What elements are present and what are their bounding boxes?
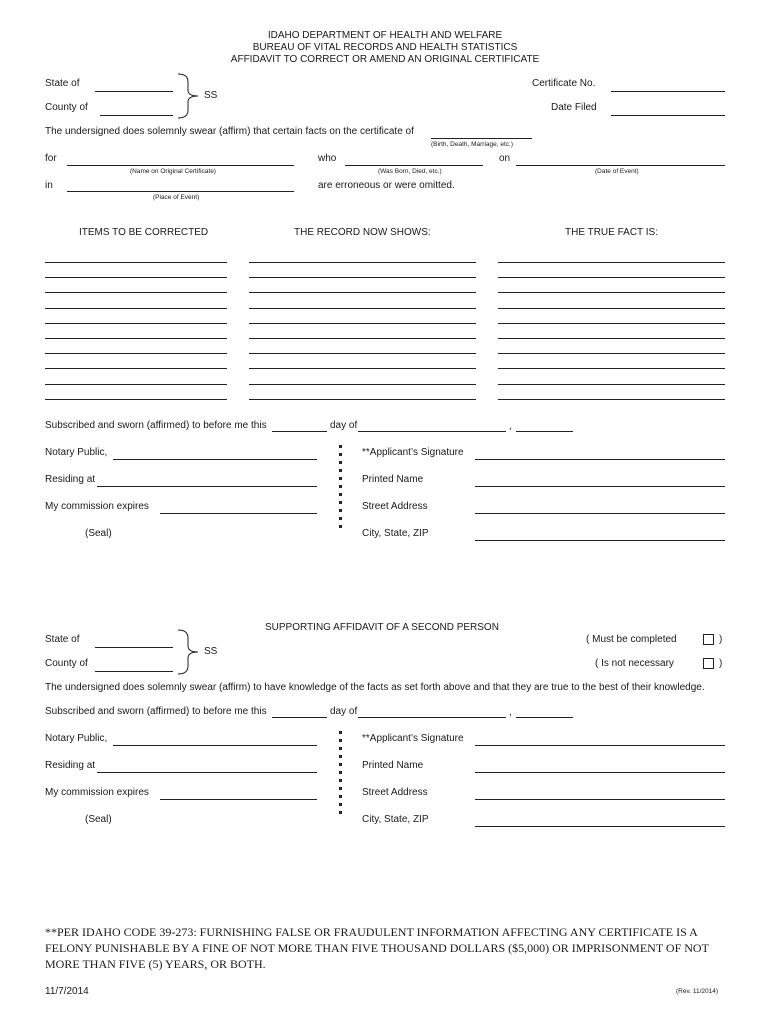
record-line[interactable] (249, 323, 476, 324)
true-fact-line[interactable] (498, 262, 725, 263)
items-line[interactable] (45, 384, 227, 385)
sworn-day-field-2[interactable] (272, 717, 327, 718)
state-label: State of (45, 78, 80, 89)
not-necessary-checkbox[interactable] (703, 658, 714, 669)
record-line[interactable] (249, 277, 476, 278)
city-field[interactable] (475, 540, 725, 541)
erroneous-text: are erroneous or were omitted. (318, 180, 455, 191)
county-field[interactable] (100, 115, 173, 116)
place-field[interactable] (67, 191, 294, 192)
date-filed-field[interactable] (611, 115, 725, 116)
record-line[interactable] (249, 368, 476, 369)
street-label: Street Address (362, 501, 428, 512)
day-of-label-2: day of (330, 706, 358, 717)
seal-label: (Seal) (85, 528, 112, 539)
second-statement: The undersigned does solemnly swear (affirm) to have knowledge of the facts as set forth above and that they are true to the best of their knowledge. (45, 682, 705, 693)
must-complete-label: ( Must be completed (586, 634, 677, 645)
in-label: in (45, 180, 53, 191)
residing-label: Residing at (45, 474, 96, 485)
residing-field[interactable] (97, 486, 317, 487)
city-label-2: City, State, ZIP (362, 814, 429, 825)
brace-icon (174, 72, 206, 120)
record-line[interactable] (249, 353, 476, 354)
comma-2: , (509, 707, 512, 718)
city-label: City, State, ZIP (362, 528, 429, 539)
record-shows-header: THE RECORD NOW SHOWS: (294, 227, 431, 238)
commission-field[interactable] (160, 513, 317, 514)
certificate-no-field[interactable] (611, 91, 725, 92)
sworn-prefix: Subscribed and sworn (affirmed) to before me this (45, 420, 267, 431)
record-line[interactable] (249, 262, 476, 263)
true-fact-line[interactable] (498, 277, 725, 278)
must-close-paren: ) (719, 634, 723, 645)
items-line[interactable] (45, 323, 227, 324)
commission-field-2[interactable] (160, 799, 317, 800)
record-line[interactable] (249, 338, 476, 339)
street-label-2: Street Address (362, 787, 428, 798)
true-fact-line[interactable] (498, 338, 725, 339)
residing-field-2[interactable] (97, 772, 317, 773)
true-fact-line[interactable] (498, 308, 725, 309)
applicant-signature-field[interactable] (475, 459, 725, 460)
comma: , (509, 421, 512, 432)
items-line[interactable] (45, 262, 227, 263)
name-field[interactable] (67, 165, 294, 166)
printed-name-label: Printed Name (362, 474, 424, 485)
divider-dots-2 (339, 731, 342, 819)
true-fact-line[interactable] (498, 323, 725, 324)
bureau-title: BUREAU OF VITAL RECORDS AND HEALTH STATISTICS (252, 42, 518, 53)
county-label-2: County of (45, 658, 88, 669)
true-fact-line[interactable] (498, 292, 725, 293)
commission-label-2: My commission expires (45, 787, 149, 798)
residing-label-2: Residing at (45, 760, 96, 771)
brace-icon (174, 628, 206, 676)
on-label: on (499, 153, 511, 164)
applicant-signature-label: **Applicant’s Signature (362, 447, 464, 458)
dept-title: IDAHO DEPARTMENT OF HEALTH AND WELFARE (267, 30, 503, 41)
event-date-hint: (Date of Event) (595, 168, 639, 175)
certificate-type-field[interactable] (431, 138, 532, 139)
sworn-year-field[interactable] (516, 431, 573, 432)
notary-label: Notary Public, (45, 447, 108, 458)
items-line[interactable] (45, 277, 227, 278)
revision-label: (Rev. 11/2014) (676, 988, 719, 995)
must-complete-checkbox[interactable] (703, 634, 714, 645)
sworn-month-field[interactable] (358, 431, 506, 432)
street-field[interactable] (475, 513, 725, 514)
street-field-2[interactable] (475, 799, 725, 800)
not-close-paren: ) (719, 658, 723, 669)
notary-label-2: Notary Public, (45, 733, 108, 744)
items-header: ITEMS TO BE CORRECTED (79, 227, 209, 238)
true-fact-line[interactable] (498, 384, 725, 385)
sworn-prefix-2: Subscribed and sworn (affirmed) to before me this (45, 706, 267, 717)
name-hint: (Name on Original Certificate) (130, 168, 216, 175)
certificate-type-hint: (Birth, Death, Marriage, etc.) (431, 141, 513, 148)
ss-label-2: SS (204, 646, 218, 657)
sworn-month-field-2[interactable] (358, 717, 506, 718)
notary-field-2[interactable] (113, 745, 317, 746)
printed-name-label-2: Printed Name (362, 760, 424, 771)
legal-warning: **PER IDAHO CODE 39-273: FURNISHING FALSE OR FRAUDULENT INFORMATION AFFECTING ANY CERTIFICATE IS A FELONY PUNISHABLE BY A FINE OF NOT MORE THAN FIVE THOUSAND DOLLARS ($5,000) OR IMPRISONMENT OF NOT MORE THAN FIVE (5) YEARS, OR BOTH. (45, 925, 709, 971)
county-field-2[interactable] (95, 671, 173, 672)
true-fact-line[interactable] (498, 399, 725, 400)
commission-label: My commission expires (45, 501, 149, 512)
day-of-label: day of (330, 420, 358, 431)
county-label: County of (45, 102, 88, 113)
items-line[interactable] (45, 292, 227, 293)
for-label: for (45, 153, 57, 164)
record-line[interactable] (249, 292, 476, 293)
form-title: AFFIDAVIT TO CORRECT OR AMEND AN ORIGINAL CERTIFICATE (230, 54, 540, 65)
city-field-2[interactable] (475, 826, 725, 827)
date-filed-label: Date Filed (551, 102, 597, 113)
place-hint: (Place of Event) (153, 194, 200, 201)
record-line[interactable] (249, 384, 476, 385)
sworn-year-field-2[interactable] (516, 717, 573, 718)
divider-dots (339, 445, 342, 533)
items-line[interactable] (45, 368, 227, 369)
record-line[interactable] (249, 399, 476, 400)
ss-label: SS (204, 90, 218, 101)
seal-label-2: (Seal) (85, 814, 112, 825)
state-label-2: State of (45, 634, 80, 645)
event-date-field[interactable] (516, 165, 725, 166)
form-date: 11/7/2014 (45, 986, 89, 997)
printed-name-field-2[interactable] (475, 772, 725, 773)
items-line[interactable] (45, 308, 227, 309)
items-line[interactable] (45, 338, 227, 339)
items-line[interactable] (45, 399, 227, 400)
true-fact-line[interactable] (498, 368, 725, 369)
second-person-title: SUPPORTING AFFIDAVIT OF A SECOND PERSON (265, 622, 499, 633)
applicant-signature-field-2[interactable] (475, 745, 725, 746)
items-line[interactable] (45, 353, 227, 354)
true-fact-line[interactable] (498, 353, 725, 354)
printed-name-field[interactable] (475, 486, 725, 487)
sworn-day-field[interactable] (272, 431, 327, 432)
not-necessary-label: ( Is not necessary (595, 658, 674, 669)
oath-sentence: The undersigned does solemnly swear (affirm) that certain facts on the certificate of (45, 126, 414, 137)
applicant-signature-label-2: **Applicant’s Signature (362, 733, 464, 744)
certificate-no-label: Certificate No. (532, 78, 596, 89)
state-field-2[interactable] (95, 647, 173, 648)
notary-field[interactable] (113, 459, 317, 460)
was-born-hint: (Was Born, Died, etc.) (378, 168, 442, 175)
record-line[interactable] (249, 308, 476, 309)
true-fact-header: THE TRUE FACT IS: (565, 227, 658, 238)
state-field[interactable] (95, 91, 173, 92)
who-label: who (318, 153, 337, 164)
was-born-field[interactable] (345, 165, 483, 166)
